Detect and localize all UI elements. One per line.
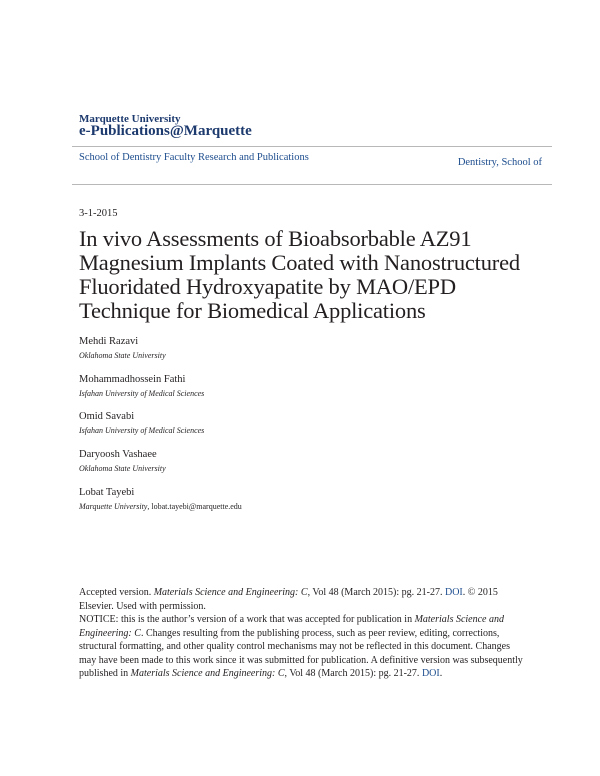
notice-text: .: [439, 668, 443, 679]
citation-text: Accepted version.: [79, 587, 154, 598]
author-affiliation: Marquette University: [79, 502, 148, 511]
author-affiliation-line: [79, 502, 242, 511]
journal-name: Materials Science and Engineering: C: [79, 614, 504, 639]
notice-text: NOTICE: this is the author’s version of a work that was accepted for publication in: [79, 614, 415, 625]
author-name: Lobat Tayebi: [79, 487, 135, 498]
author-affiliation: Isfahan University of Medical Sciences: [79, 426, 205, 435]
notice-text: , Vol 48 (March 2015): pg. 21-27.: [284, 668, 422, 679]
university-name[interactable]: Marquette University: [79, 113, 181, 125]
author-affiliation: Oklahoma State University: [79, 464, 166, 473]
journal-name: Materials Science and Engineering: C: [130, 668, 285, 679]
doi-link[interactable]: DOI: [421, 668, 440, 679]
citation-text: , Vol 48 (March 2015): pg. 21-27.: [307, 587, 445, 598]
article-title: In vivo Assessments of Bioabsorbable AZ91 Magnesium Implants Coated with Nanostructured Fluoridated Hydroxyapatite by MAO/EPD Technique for Biomedical Applications: [79, 226, 520, 323]
bottom-divider: [72, 184, 552, 185]
department-link[interactable]: Dentistry, School of: [457, 157, 542, 168]
notice-text: . Changes resulting from the publishing process, such as peer review, editing, corrections, structural formatting, and other quality control mechanisms may not be reflected in this document. Changes may have been made to this work since it was submitted for publication. A definitive version was subsequently published in: [79, 627, 523, 679]
author-name: Daryoosh Vashaee: [79, 449, 157, 460]
author-name: Omid Savabi: [79, 411, 135, 422]
copyright-notice: [79, 586, 529, 681]
citation-text: . © 2015 Elsevier. Used with permission.: [79, 587, 498, 612]
journal-name: Materials Science and Engineering: C: [153, 587, 308, 598]
publication-date: 3-1-2015: [79, 208, 118, 219]
notice-paragraph: [79, 613, 529, 681]
collection-link[interactable]: School of Dentistry Faculty Research and Publications: [79, 152, 309, 163]
author-email: , lobat.tayebi@marquette.edu: [147, 502, 242, 511]
author-affiliation: Oklahoma State University: [79, 351, 166, 360]
top-divider: [72, 146, 552, 147]
citation-paragraph: [79, 586, 529, 613]
author-name: Mohammadhossein Fathi: [79, 374, 186, 385]
doi-link[interactable]: DOI: [444, 587, 463, 598]
repository-name[interactable]: e-Publications@Marquette: [79, 123, 252, 139]
author-name: Mehdi Razavi: [79, 336, 139, 347]
author-affiliation: Isfahan University of Medical Sciences: [79, 389, 205, 398]
